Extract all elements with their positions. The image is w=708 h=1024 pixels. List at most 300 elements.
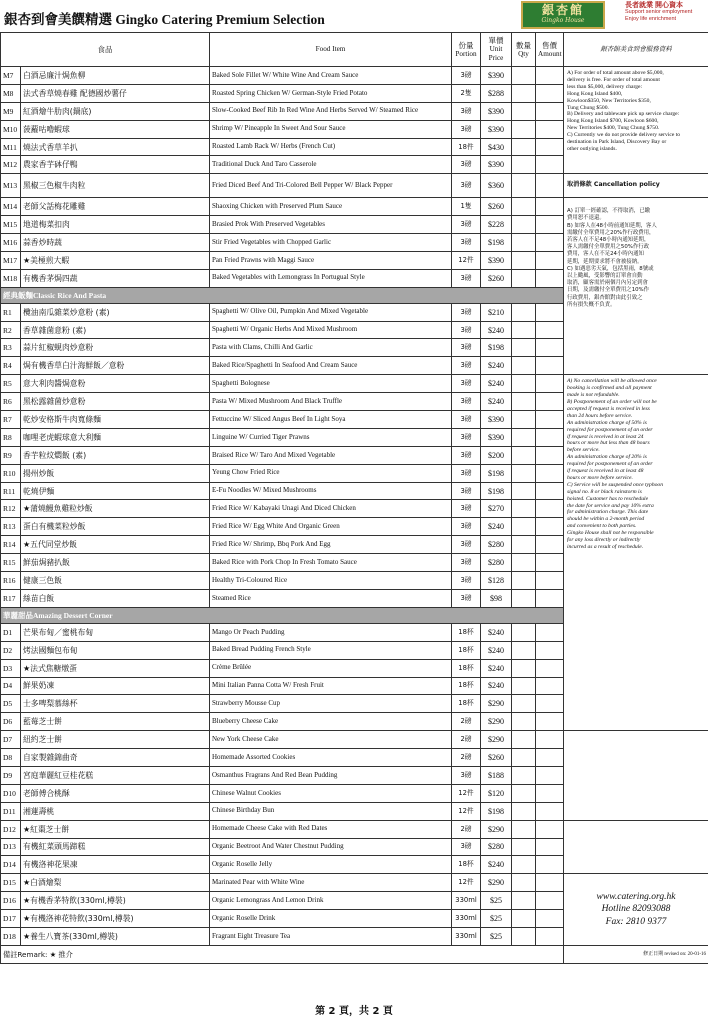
amount-cell[interactable] [536, 393, 564, 411]
amount-cell[interactable] [536, 375, 564, 393]
qty-cell[interactable] [512, 84, 536, 102]
qty-cell[interactable] [512, 428, 536, 446]
fax-number: Fax: 2810 9377 [605, 916, 667, 927]
item-name-en: Homemade Cheese Cake with Red Dates [210, 820, 452, 838]
qty-cell[interactable] [512, 138, 536, 156]
qty-cell[interactable] [512, 820, 536, 838]
amount-cell[interactable] [536, 234, 564, 252]
item-portion: 3磅 [452, 156, 481, 174]
note-line: 若客人在不足48小時內通知延期， [567, 237, 650, 244]
note-line: An administration charge of 20% is [567, 454, 647, 461]
qty-cell[interactable] [512, 892, 536, 910]
amount-cell[interactable] [536, 554, 564, 572]
item-unit-price: $200 [481, 446, 512, 464]
qty-cell[interactable] [512, 411, 536, 429]
item-portion: 330ml [452, 892, 481, 910]
item-name-en: Pasta W/ Mixed Mushroom And Black Truffle [210, 393, 452, 411]
item-code: R6 [1, 393, 21, 411]
qty-cell[interactable] [512, 393, 536, 411]
amount-cell[interactable] [536, 102, 564, 120]
item-portion: 3磅 [452, 102, 481, 120]
item-name-zh-text: 農家香芋砵仔鴨 [23, 160, 78, 170]
qty-cell[interactable] [512, 713, 536, 731]
note-line: 客人需繳付全單費用之50%作行政 [567, 244, 650, 251]
amount-cell[interactable] [536, 84, 564, 102]
item-portion: 3磅 [452, 428, 481, 446]
amount-cell[interactable] [536, 428, 564, 446]
item-portion: 330ml [452, 927, 481, 945]
item-code: D17 [1, 910, 21, 928]
header-amount: 售價 Amount [536, 33, 564, 67]
item-code: M12 [1, 156, 21, 174]
note-line: before service. [567, 447, 600, 454]
amount-cell[interactable] [536, 784, 564, 802]
qty-cell[interactable] [512, 269, 536, 287]
item-code: D14 [1, 856, 21, 874]
item-name-zh [21, 102, 210, 120]
item-name-zh-text: 欖油南瓜雜菜炒意粉 (素) [23, 307, 110, 317]
recommend-star-icon: ★ [23, 931, 31, 941]
note-line: 日期，及需繳付全單費用之10%作 [567, 287, 650, 294]
item-name-zh [21, 357, 210, 375]
menu-item-row [1, 820, 708, 838]
menu-item-row [1, 874, 708, 892]
qty-cell[interactable] [512, 927, 536, 945]
menu-item-row [1, 174, 708, 198]
item-portion: 3磅 [452, 321, 481, 339]
qty-cell[interactable] [512, 623, 536, 641]
cancellation-policy-title [564, 174, 708, 198]
gingko-house-logo [521, 1, 605, 29]
qty-cell[interactable] [512, 67, 536, 85]
item-unit-price: $430 [481, 138, 512, 156]
menu-item-row [1, 749, 708, 767]
qty-cell[interactable] [512, 659, 536, 677]
item-unit-price: $198 [481, 482, 512, 500]
item-code: R15 [1, 554, 21, 572]
item-name-zh-text: 香芋粒炆燜飯 (素) [23, 450, 87, 460]
amount-cell[interactable] [536, 446, 564, 464]
item-name-zh [21, 251, 210, 269]
note-line: accepted if request is received in less [567, 405, 650, 412]
item-name-en: Spaghetti Bolognese [210, 375, 452, 393]
qty-cell[interactable] [512, 174, 536, 198]
item-name-zh [21, 518, 210, 536]
item-name-en: Yeung Chow Fried Rice [210, 464, 452, 482]
amount-cell[interactable] [536, 892, 564, 910]
qty-cell[interactable] [512, 784, 536, 802]
amount-cell[interactable] [536, 659, 564, 677]
item-portion: 1隻 [452, 198, 481, 216]
amount-cell[interactable] [536, 838, 564, 856]
amount-cell[interactable] [536, 216, 564, 234]
item-code: R4 [1, 357, 21, 375]
item-unit-price: $288 [481, 84, 512, 102]
item-name-zh [21, 536, 210, 554]
cancellation-policy-heading: 取消條款 Cancellation policy [567, 181, 660, 189]
note-line: Kowloon$350, New Territories $350, [567, 97, 651, 104]
item-name-en: Fried Rice W/ Egg White And Organic Green [210, 518, 452, 536]
item-unit-price: $188 [481, 766, 512, 784]
amount-cell[interactable] [536, 464, 564, 482]
qty-cell[interactable] [512, 198, 536, 216]
item-name-zh [21, 339, 210, 357]
item-name-en: Homemade Assorted Cookies [210, 749, 452, 767]
item-name-zh [21, 216, 210, 234]
qty-cell[interactable] [512, 802, 536, 820]
item-code: R10 [1, 464, 21, 482]
item-unit-price: $128 [481, 572, 512, 590]
qty-cell[interactable] [512, 874, 536, 892]
item-name-en: Strawberry Mousse Cup [210, 695, 452, 713]
slogan-zh: 長者就業 開心資本 [625, 2, 683, 9]
item-name-zh [21, 428, 210, 446]
qty-cell[interactable] [512, 234, 536, 252]
cancellation-policy-zh [564, 198, 708, 375]
item-name-en: Osmanthus Fragrans And Red Bean Pudding [210, 766, 452, 784]
qty-cell[interactable] [512, 589, 536, 607]
item-unit-price: $198 [481, 234, 512, 252]
item-unit-price: $290 [481, 874, 512, 892]
amount-cell[interactable] [536, 411, 564, 429]
item-name-zh-text: 鮮茄焗豬扒飯 [23, 558, 70, 568]
header-food-zh: 食品 [1, 33, 210, 67]
item-portion: 18杯 [452, 695, 481, 713]
note-line: 費用，客人在不足24小時內通知 [567, 251, 644, 258]
item-name-en: Roasted Spring Chicken W/ German-Style Fried Potato [210, 84, 452, 102]
item-portion: 3磅 [452, 393, 481, 411]
amount-cell[interactable] [536, 677, 564, 695]
item-code: R13 [1, 518, 21, 536]
qty-cell[interactable] [512, 536, 536, 554]
note-line: the date for service and pay 10% extra [567, 502, 654, 509]
header-unit-price: 單價 Unit Price [481, 33, 512, 67]
note-line: for administration charge. This date [567, 509, 649, 516]
item-portion: 3磅 [452, 572, 481, 590]
item-name-en: Traditional Duck And Taro Casserole [210, 156, 452, 174]
amount-cell[interactable] [536, 927, 564, 945]
recommend-star-icon: ★ [23, 896, 31, 906]
qty-cell[interactable] [512, 303, 536, 321]
item-name-en: Brasied Prok With Preserved Vegetables [210, 216, 452, 234]
note-line: if request is received in at least 24 [567, 433, 644, 440]
item-code: D8 [1, 749, 21, 767]
item-unit-price: $120 [481, 784, 512, 802]
qty-cell[interactable] [512, 156, 536, 174]
item-portion: 3磅 [452, 482, 481, 500]
amount-cell[interactable] [536, 802, 564, 820]
item-name-zh [21, 766, 210, 784]
item-name-zh [21, 892, 210, 910]
item-code: M17 [1, 251, 21, 269]
qty-cell[interactable] [512, 572, 536, 590]
qty-cell[interactable] [512, 120, 536, 138]
item-name-zh-text: 咖哩老虎蝦球意大利麵 [23, 432, 101, 442]
amount-cell[interactable] [536, 713, 564, 731]
item-unit-price: $260 [481, 198, 512, 216]
item-portion: 2磅 [452, 820, 481, 838]
item-portion: 3磅 [452, 554, 481, 572]
hotline-number: Hotline 82093088 [601, 904, 671, 915]
logo-zh: 銀杏館 [541, 3, 584, 17]
note-line: than 24 hours before service. [567, 412, 633, 419]
amount-cell[interactable] [536, 198, 564, 216]
item-name-zh-text: 白酒忌廉汁焗魚柳 [23, 70, 86, 80]
amount-cell[interactable] [536, 910, 564, 928]
item-portion: 330ml [452, 910, 481, 928]
item-name-zh-text: 法式香草燒春雞 配德國炒薯仔 [23, 88, 127, 98]
item-name-en: Spaghetti W/ Olive Oil, Pumpkin And Mixed Vegetable [210, 303, 452, 321]
item-unit-price: $260 [481, 749, 512, 767]
item-name-zh [21, 303, 210, 321]
item-name-zh [21, 713, 210, 731]
item-name-en: Roasted Lamb Rack W/ Herbs (French Cut) [210, 138, 452, 156]
amount-cell[interactable] [536, 623, 564, 641]
item-unit-price: $360 [481, 174, 512, 198]
item-name-en: Fried Diced Beef And Tri-Colored Bell Pepper W/ Black Pepper [210, 174, 452, 198]
qty-cell[interactable] [512, 677, 536, 695]
amount-cell[interactable] [536, 120, 564, 138]
note-line: other outlying islands. [567, 145, 617, 152]
amount-cell[interactable] [536, 536, 564, 554]
menu-item-row [1, 784, 708, 802]
item-name-zh-text: 老師傅合桃酥 [23, 788, 70, 798]
item-code: R14 [1, 536, 21, 554]
item-unit-price: $240 [481, 393, 512, 411]
item-name-en: Baked Vegetables with Lemongrass In Portugual Style [210, 269, 452, 287]
amount-cell[interactable] [536, 518, 564, 536]
logo-en: Gingko House [541, 17, 585, 24]
item-name-zh [21, 820, 210, 838]
item-name-en: Shaoxing Chicken with Preserved Plum Sauce [210, 198, 452, 216]
item-unit-price: $198 [481, 339, 512, 357]
qty-cell[interactable] [512, 749, 536, 767]
item-name-zh-text: 烤法國麵包布甸 [23, 645, 78, 655]
item-name-zh [21, 838, 210, 856]
item-portion: 3磅 [452, 120, 481, 138]
header-food-en: Food Item [210, 33, 452, 67]
amount-cell[interactable] [536, 321, 564, 339]
item-portion: 3磅 [452, 67, 481, 85]
amount-cell[interactable] [536, 874, 564, 892]
note-line: incurred as a result of reschedule. [567, 544, 644, 550]
amount-cell[interactable] [536, 174, 564, 198]
item-code: D16 [1, 892, 21, 910]
item-code: M16 [1, 234, 21, 252]
amount-cell[interactable] [536, 856, 564, 874]
notes-blank [564, 820, 708, 874]
amount-cell[interactable] [536, 67, 564, 85]
qty-cell[interactable] [512, 102, 536, 120]
item-code: R9 [1, 446, 21, 464]
item-name-en: Organic Beetroot And Water Chestnut Pudding [210, 838, 452, 856]
item-name-zh [21, 482, 210, 500]
amount-cell[interactable] [536, 303, 564, 321]
amount-cell[interactable] [536, 766, 564, 784]
note-line: Hong Kong Island $700, Kowloon $600, [567, 118, 659, 125]
item-name-en: Chinese Walnut Cookies [210, 784, 452, 802]
amount-cell[interactable] [536, 482, 564, 500]
qty-cell[interactable] [512, 856, 536, 874]
item-unit-price: $240 [481, 375, 512, 393]
item-unit-price: $198 [481, 802, 512, 820]
note-line: hoisted. Customer has to reschedule [567, 495, 649, 502]
item-name-zh-text: 宮庭華麗紅豆桂花糕 [23, 770, 94, 780]
section-dessert: 華麗甜品Amazing Dessert Corner [1, 607, 564, 623]
item-name-zh [21, 375, 210, 393]
item-name-zh [21, 446, 210, 464]
item-unit-price: $280 [481, 554, 512, 572]
amount-cell[interactable] [536, 500, 564, 518]
item-name-zh [21, 874, 210, 892]
recommend-star-icon: ★ [23, 663, 31, 673]
qty-cell[interactable] [512, 464, 536, 482]
qty-cell[interactable] [512, 482, 536, 500]
item-code: M13 [1, 174, 21, 198]
item-portion: 3磅 [452, 589, 481, 607]
item-name-zh [21, 784, 210, 802]
amount-cell[interactable] [536, 695, 564, 713]
item-name-zh-text: 乾燒伊麵 [23, 486, 55, 496]
item-name-zh [21, 554, 210, 572]
qty-cell[interactable] [512, 446, 536, 464]
qty-cell[interactable] [512, 500, 536, 518]
item-unit-price: $390 [481, 251, 512, 269]
page-title: 銀杏到會美饌精選 Gingko Catering Premium Selection [4, 12, 325, 27]
item-code: M11 [1, 138, 21, 156]
item-name-en: Baked Rice/Spaghetti In Seafood And Cream Sauce [210, 357, 452, 375]
qty-cell[interactable] [512, 518, 536, 536]
item-code: R8 [1, 428, 21, 446]
slogan-en-1: Support senior employment [625, 9, 693, 15]
item-code: D11 [1, 802, 21, 820]
qty-cell[interactable] [512, 339, 536, 357]
item-name-zh [21, 156, 210, 174]
contact-info [564, 874, 708, 946]
item-name-en: Baked Sole Fillet W/ White Wine And Cream Sauce [210, 67, 452, 85]
item-portion: 12件 [452, 874, 481, 892]
amount-cell[interactable] [536, 156, 564, 174]
item-portion: 3磅 [452, 838, 481, 856]
qty-cell[interactable] [512, 216, 536, 234]
amount-cell[interactable] [536, 641, 564, 659]
amount-cell[interactable] [536, 339, 564, 357]
note-line: signal no. 8 or black rainstorm is [567, 488, 642, 495]
amount-cell[interactable] [536, 572, 564, 590]
item-name-zh [21, 623, 210, 641]
item-unit-price: $25 [481, 910, 512, 928]
item-unit-price: $240 [481, 623, 512, 641]
item-name-en: Healthy Tri-Coloured Rice [210, 572, 452, 590]
item-name-zh [21, 749, 210, 767]
item-code: D7 [1, 731, 21, 749]
qty-cell[interactable] [512, 357, 536, 375]
item-unit-price: $240 [481, 659, 512, 677]
item-unit-price: $390 [481, 428, 512, 446]
item-name-zh-text: 健康三色飯 [23, 575, 62, 585]
note-line: An administration charge of 50% is [567, 419, 647, 426]
item-name-zh [21, 802, 210, 820]
amount-cell[interactable] [536, 820, 564, 838]
qty-cell[interactable] [512, 838, 536, 856]
qty-cell[interactable] [512, 251, 536, 269]
item-name-zh-text: 菠蘿咕嚕蝦球 [23, 124, 70, 134]
qty-cell[interactable] [512, 375, 536, 393]
amount-cell[interactable] [536, 269, 564, 287]
amount-cell[interactable] [536, 589, 564, 607]
amount-cell[interactable] [536, 251, 564, 269]
item-portion: 3磅 [452, 375, 481, 393]
qty-cell[interactable] [512, 731, 536, 749]
item-name-zh-text: 蒲燒鰻魚雞粒炒飯 [30, 504, 93, 514]
qty-cell[interactable] [512, 554, 536, 572]
header-portion: 份量 Portion [452, 33, 481, 67]
slogan [625, 2, 705, 23]
amount-cell[interactable] [536, 731, 564, 749]
item-portion: 3磅 [452, 269, 481, 287]
item-name-zh [21, 910, 210, 928]
item-name-zh-text: 紐約芝士餅 [23, 735, 62, 745]
item-name-zh-text: 士多啤梨慕絲杯 [23, 699, 78, 709]
note-line: 延期，延期要求將不會被接納。 [567, 258, 643, 265]
item-name-en: Organic Roselle Jelly [210, 856, 452, 874]
item-portion: 12件 [452, 784, 481, 802]
item-code: M15 [1, 216, 21, 234]
item-name-en: Organic Lemongrass And Lemon Drink [210, 892, 452, 910]
amount-cell[interactable] [536, 357, 564, 375]
website-link[interactable]: www.catering.org.hk [596, 891, 676, 902]
item-unit-price: $240 [481, 518, 512, 536]
item-portion: 18杯 [452, 677, 481, 695]
item-name-en: New York Cheese Cake [210, 731, 452, 749]
qty-cell[interactable] [512, 641, 536, 659]
item-name-en: Fried Rice W/ Shrimp, Bbq Pork And Egg [210, 536, 452, 554]
menu-item-row [1, 375, 708, 393]
qty-cell[interactable] [512, 321, 536, 339]
note-line: B) Postponement of an order will not be [567, 398, 657, 405]
item-name-en: Steamed Rice [210, 589, 452, 607]
item-unit-price: $260 [481, 269, 512, 287]
note-line: Tung Chung $500. [567, 104, 609, 111]
note-line: required for postponement of an order [567, 461, 653, 468]
item-unit-price: $98 [481, 589, 512, 607]
item-unit-price: $270 [481, 500, 512, 518]
item-code: M10 [1, 120, 21, 138]
item-code: D2 [1, 641, 21, 659]
amount-cell[interactable] [536, 749, 564, 767]
cancellation-policy-en [564, 375, 708, 731]
note-line: 所有損失概不負責。 [567, 301, 616, 308]
menu-table [0, 32, 708, 964]
table-header-row [1, 33, 708, 67]
item-name-zh-text: 有機香茅特飲(330ml,樽裝) [30, 896, 126, 906]
item-name-zh-text: 蛋白有機菜粒炒飯 [23, 522, 86, 532]
recommend-star-icon: ★ [23, 504, 31, 514]
item-portion: 3磅 [452, 500, 481, 518]
amount-cell[interactable] [536, 138, 564, 156]
item-unit-price: $390 [481, 67, 512, 85]
qty-cell[interactable] [512, 766, 536, 784]
qty-cell[interactable] [512, 910, 536, 928]
item-name-zh-text: 芒果布甸／蜜桃布甸 [23, 627, 94, 637]
item-portion: 3磅 [452, 174, 481, 198]
item-name-en: Chinese Birthday Bun [210, 802, 452, 820]
item-name-zh [21, 120, 210, 138]
item-code: R12 [1, 500, 21, 518]
qty-cell[interactable] [512, 695, 536, 713]
item-name-zh-text: 有機洛神花果凍 [23, 860, 78, 870]
item-name-en: Mango Or Peach Pudding [210, 623, 452, 641]
